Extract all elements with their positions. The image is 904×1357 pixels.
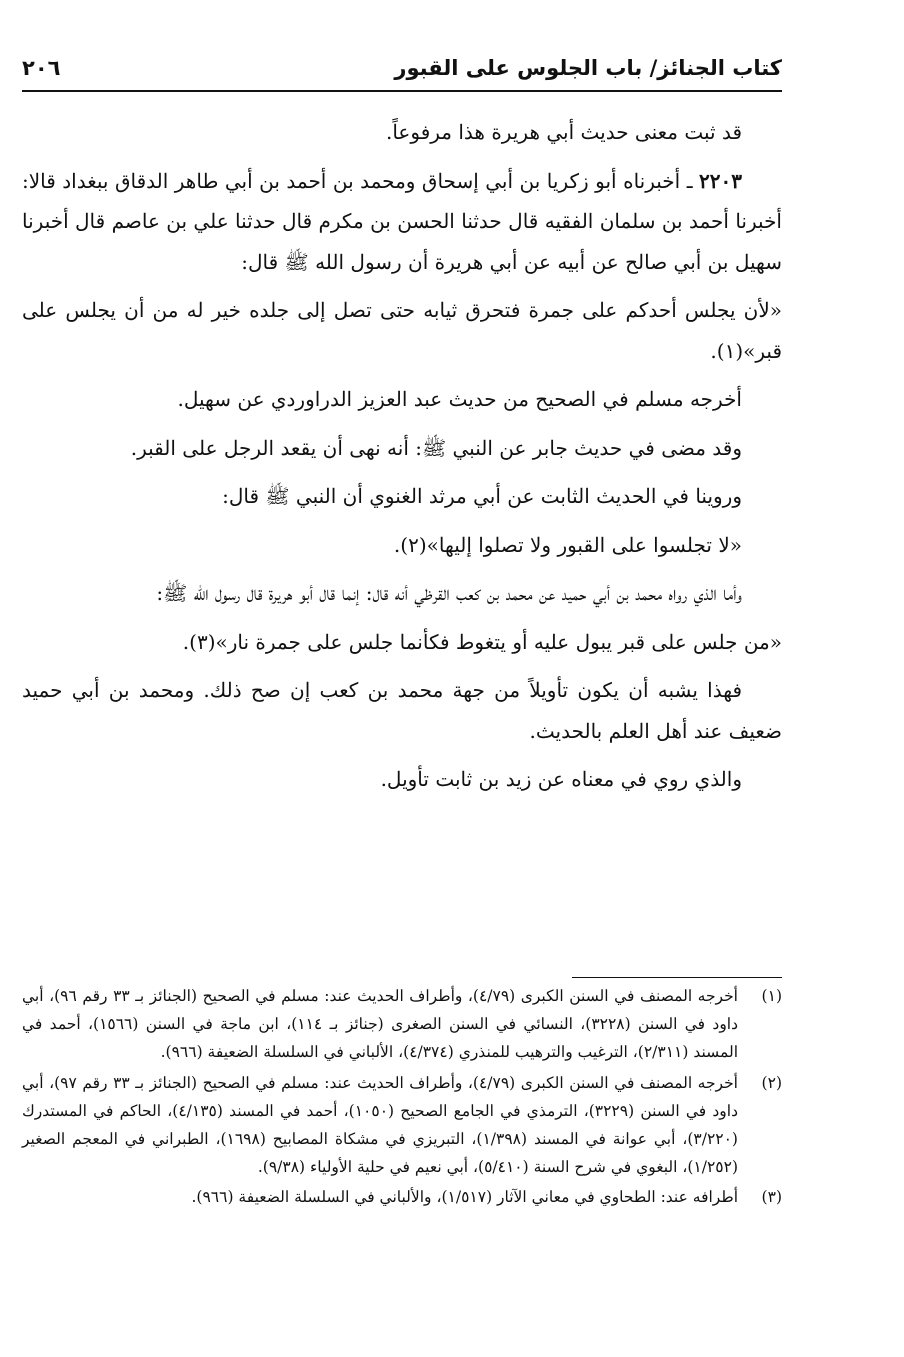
footnotes <box>22 982 782 1214</box>
paragraph-text: «لا تجلسوا على القبور ولا تصلوا إليها»(٢). <box>393 532 742 557</box>
footnote <box>22 1069 782 1182</box>
paragraph-text: والذي روي في معناه عن زيد بن ثابت تأويل. <box>380 767 742 791</box>
paragraph-text: أخرجه مسلم في الصحيح من حديث عبد العزيز الدراوردي عن سهيل. <box>177 387 742 411</box>
paragraph <box>22 379 782 420</box>
paragraph-text: «من جلس على قبر يبول عليه أو يتغوط فكأنما جلس على جمرة نار»(٣). <box>182 629 782 654</box>
footnote-separator <box>572 977 782 978</box>
paragraph <box>22 573 782 614</box>
footnote <box>22 982 782 1067</box>
paragraph-text: ـ أخبرناه أبو زكريا بن أبي إسحاق ومحمد بن أحمد بن أبي طاهر الدقاق ببغداد قالا: أخبرنا أحمد بن سلمان الفقيه قال حدثنا الحسن بن مكرم قال حدثنا علي بن عاصم قال أخبرنا سهيل بن أبي صالح عن أبيه عن أبي هريرة أن رسول الله ﷺ قال: <box>22 168 782 274</box>
paragraph-text: وقد مضى في حديث جابر عن النبي ﷺ: أنه نهى أن يقعد الرجل على القبر. <box>130 435 742 460</box>
header-title: كتاب الجنائز/ باب الجلوس على القبور <box>394 56 782 80</box>
paragraph-text: قد ثبت معنى حديث أبي هريرة هذا مرفوعاً. <box>385 120 742 144</box>
paragraph <box>22 622 782 663</box>
paragraph <box>22 476 782 517</box>
paragraph <box>22 112 782 153</box>
hadith-number: ٢٢٠٣ <box>699 168 742 193</box>
paragraph-text: «لأن يجلس أحدكم على جمرة فتحرق ثيابه حتى تصل إلى جلده خير له من أن يجلس على قبر»(١). <box>22 298 782 363</box>
paragraph <box>22 525 782 566</box>
paragraph <box>22 161 782 283</box>
paragraph <box>22 290 782 371</box>
footnote <box>22 1183 782 1211</box>
running-header <box>22 52 782 92</box>
paragraph <box>22 670 782 751</box>
footnote-text: أخرجه المصنف في السنن الكبرى (٤/٧٩)، وأطراف الحديث عند: مسلم في الصحيح (الجنائز بـ ٣٣ رقم ٩٧)، أبي داود في السنن (٣٢٢٩)، الترمذي في الجامع الصحيح (١٠٥٠)، أحمد في المسند (٤/١٣٥)، الحاكم في المستدرك (٣/٢٢٠)، أبي عوانة في المسند (١/٣٩٨)، التبريزي في مشكاة المصابيح (١٦٩٨)، الطبراني في المعجم الصغير (١/٢٥٢)، البغوي في شرح السنة (٥/٤١٠)، أبي نعيم في حلية الأولياء (٩/٣٨). <box>22 1073 738 1177</box>
main-text <box>22 112 782 808</box>
footnote-text: أخرجه المصنف في السنن الكبرى (٤/٧٩)، وأطراف الحديث عند: مسلم في الصحيح (الجنائز بـ ٣٣ رقم ٩٦)، أبي داود في السنن (٣٢٢٨)، النسائي في السنن الصغرى (جنائز بـ ١١٤)، ابن ماجة في السنن (١٥٦٦)، أحمد في المسند (٢/٣١١)، الترغيب والترهيب للمنذري (٤/٣٧٤)، الألباني في السلسلة الضعيفة (٩٦٦). <box>22 987 739 1062</box>
paragraph-text: فهذا يشبه أن يكون تأويلاً من جهة محمد بن كعب إن صح ذلك. ومحمد بن أبي حميد ضعيف عند أهل العلم بالحديث. <box>22 678 782 743</box>
paragraph <box>22 428 782 469</box>
footnote-number: (٢) <box>761 1073 782 1092</box>
paragraph-text: وروينا في الحديث الثابت عن أبي مرثد الغنوي أن النبي ﷺ قال: <box>222 484 742 508</box>
footnote-number: (٣) <box>761 1188 782 1207</box>
footnote-number: (١) <box>761 987 782 1005</box>
footnote-text: أطرافه عند: الطحاوي في معاني الآثار (١/٥١٧)، والألباني في السلسلة الضعيفة (٩٦٦). <box>191 1188 738 1207</box>
paragraph <box>22 759 782 800</box>
page-number: ٢٠٦ <box>22 56 61 80</box>
paragraph-text: وأما الذي رواه محمد بن أبي حميد عن محمد بن كعب القرظي أنه قال: إنما قال أبو هريرة قال رسول الله ﷺ: <box>156 581 742 605</box>
header-rule <box>22 90 782 92</box>
